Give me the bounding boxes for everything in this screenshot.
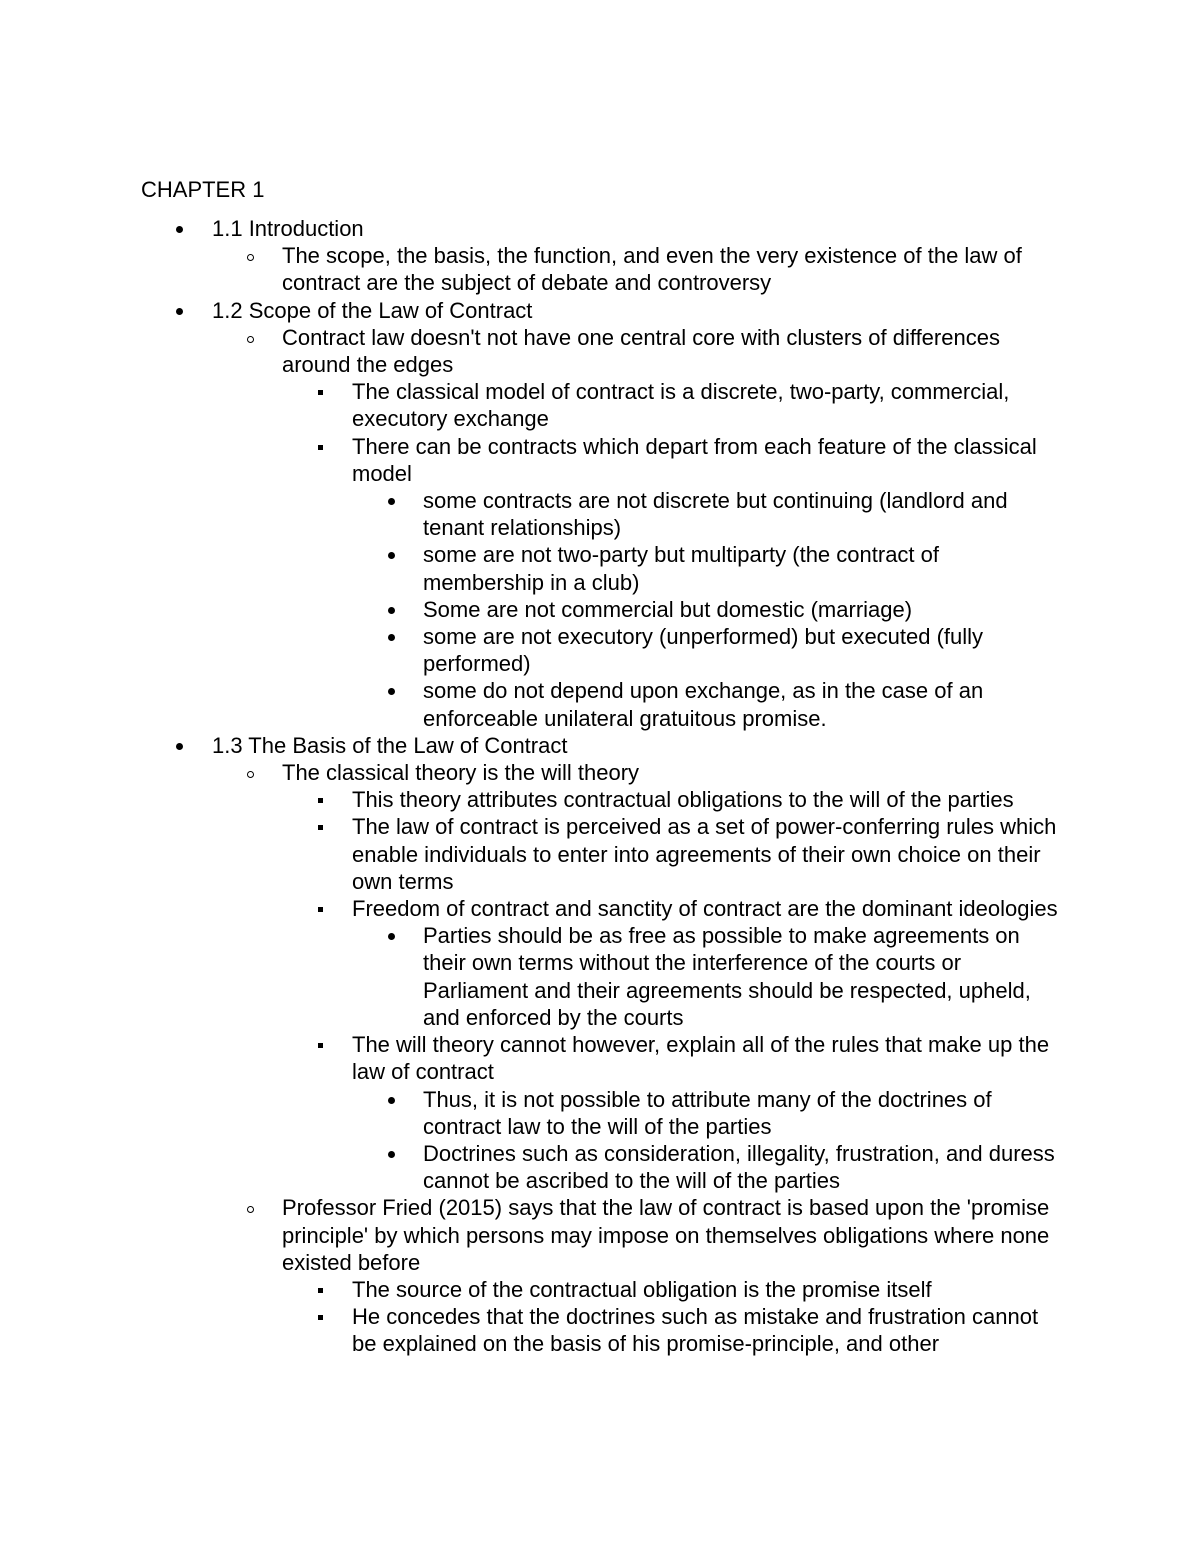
- subpoint-text: The source of the contractual obligation is the promise itself: [352, 1276, 932, 1302]
- subpoint-item: [352, 1031, 1092, 1194]
- subpoint-item: [352, 1303, 1092, 1357]
- bullet-icon: [388, 607, 395, 614]
- subpoint-item: [352, 786, 1092, 813]
- bullet-icon: [388, 498, 395, 505]
- detail-item: [423, 596, 1092, 623]
- section-heading: 1.2 Scope of the Law of Contract: [212, 297, 533, 323]
- point-list: [282, 242, 1092, 296]
- detail-item: [423, 1086, 1092, 1140]
- detail-item: [423, 541, 1092, 595]
- subpoint-text: Freedom of contract and sanctity of contract are the dominant ideologies: [352, 896, 1058, 922]
- square-bullet-icon: [318, 1288, 323, 1293]
- point-text: Contract law doesn't not have one central core with clusters of differences around the edges: [282, 324, 1000, 378]
- point-item: [282, 324, 1092, 732]
- bullet-icon: [388, 552, 395, 559]
- subpoint-list: [352, 378, 1092, 732]
- bullet-icon: [176, 308, 183, 315]
- bullet-icon: [388, 1097, 395, 1104]
- detail-text: Doctrines such as consideration, illegality, frustration, and duress cannot be ascribed to the will of the parties: [423, 1140, 1055, 1194]
- subpoint-text: There can be contracts which depart from each feature of the classical model: [352, 433, 1037, 486]
- square-bullet-icon: [318, 798, 323, 803]
- square-bullet-icon: [318, 825, 323, 830]
- point-item: [282, 1194, 1092, 1357]
- circle-bullet-icon: [247, 771, 254, 778]
- point-list: [282, 759, 1092, 1357]
- detail-list: [423, 922, 1092, 1031]
- square-bullet-icon: [318, 1043, 323, 1048]
- detail-list: [423, 487, 1092, 732]
- point-item: [282, 759, 1092, 1194]
- subpoint-item: [352, 1276, 1092, 1303]
- circle-bullet-icon: [247, 336, 254, 343]
- detail-item: [423, 623, 1092, 677]
- subpoint-item: [352, 895, 1092, 1031]
- bullet-icon: [176, 743, 183, 750]
- bullet-icon: [176, 226, 183, 233]
- circle-bullet-icon: [247, 1206, 254, 1213]
- detail-item: [423, 1140, 1092, 1194]
- section-heading: 1.1 Introduction: [212, 216, 364, 241]
- section-heading: 1.3 The Basis of the Law of Contract: [212, 732, 568, 758]
- detail-text: some contracts are not discrete but continuing (landlord and tenant relationships): [423, 488, 1008, 541]
- detail-list: [423, 1086, 1092, 1195]
- subpoint-list: [352, 1276, 1092, 1358]
- subpoint-item: [352, 813, 1092, 895]
- detail-item: [423, 487, 1092, 541]
- square-bullet-icon: [318, 390, 323, 395]
- detail-text: Some are not commercial but domestic (marriage): [423, 596, 913, 622]
- subpoint-text: This theory attributes contractual obligations to the will of the parties: [352, 787, 1014, 813]
- point-list: [282, 324, 1092, 732]
- subpoint-list: [352, 786, 1092, 1194]
- circle-bullet-icon: [247, 254, 254, 261]
- subpoint-item: [352, 433, 1092, 732]
- bullet-icon: [388, 933, 395, 940]
- point-item: [282, 242, 1092, 296]
- point-text: The classical theory is the will theory: [282, 760, 640, 786]
- subpoint-text: He concedes that the doctrines such as mistake and frustration cannot be explained on the basis of his promise-principle, and other: [352, 1304, 1039, 1357]
- detail-text: Parties should be as free as possible to make agreements on their own terms without the interference of the courts or Parliament and their agreements should be respected, upheld, and enforced by the courts: [423, 923, 1031, 1030]
- section-item: [212, 732, 1092, 1358]
- point-text: Professor Fried (2015) says that the law of contract is based upon the 'promise principle' by which persons may impose on themselves obligations where none existed before: [282, 1195, 1050, 1275]
- subpoint-item: [352, 378, 1092, 432]
- section-item: [212, 297, 1092, 732]
- bullet-icon: [388, 1151, 395, 1158]
- square-bullet-icon: [318, 907, 323, 912]
- subpoint-text: The classical model of contract is a discrete, two-party, commercial, executory exchange: [352, 379, 1010, 432]
- detail-text: some are not executory (unperformed) but executed (fully performed): [423, 624, 984, 677]
- subpoint-text: The law of contract is perceived as a set of power-conferring rules which enable individuals to enter into agreements of their own choice on their own terms: [352, 814, 1057, 894]
- detail-item: [423, 677, 1092, 731]
- square-bullet-icon: [318, 445, 323, 450]
- detail-text: some do not depend upon exchange, as in the case of an enforceable unilateral gratuitous promise.: [423, 678, 984, 731]
- bullet-icon: [388, 634, 395, 641]
- square-bullet-icon: [318, 1315, 323, 1320]
- point-text: The scope, the basis, the function, and even the very existence of the law of contract are the subject of debate and controversy: [282, 243, 1022, 296]
- detail-text: some are not two-party but multiparty (the contract of membership in a club): [423, 542, 940, 595]
- subpoint-text: The will theory cannot however, explain all of the rules that make up the law of contract: [352, 1032, 1050, 1085]
- detail-item: [423, 922, 1092, 1031]
- section-item: [212, 215, 1092, 297]
- bullet-icon: [388, 688, 395, 695]
- detail-text: Thus, it is not possible to attribute many of the doctrines of contract law to the will of the parties: [423, 1086, 992, 1139]
- section-list: [212, 215, 1092, 1358]
- chapter-title: CHAPTER 1: [141, 177, 265, 202]
